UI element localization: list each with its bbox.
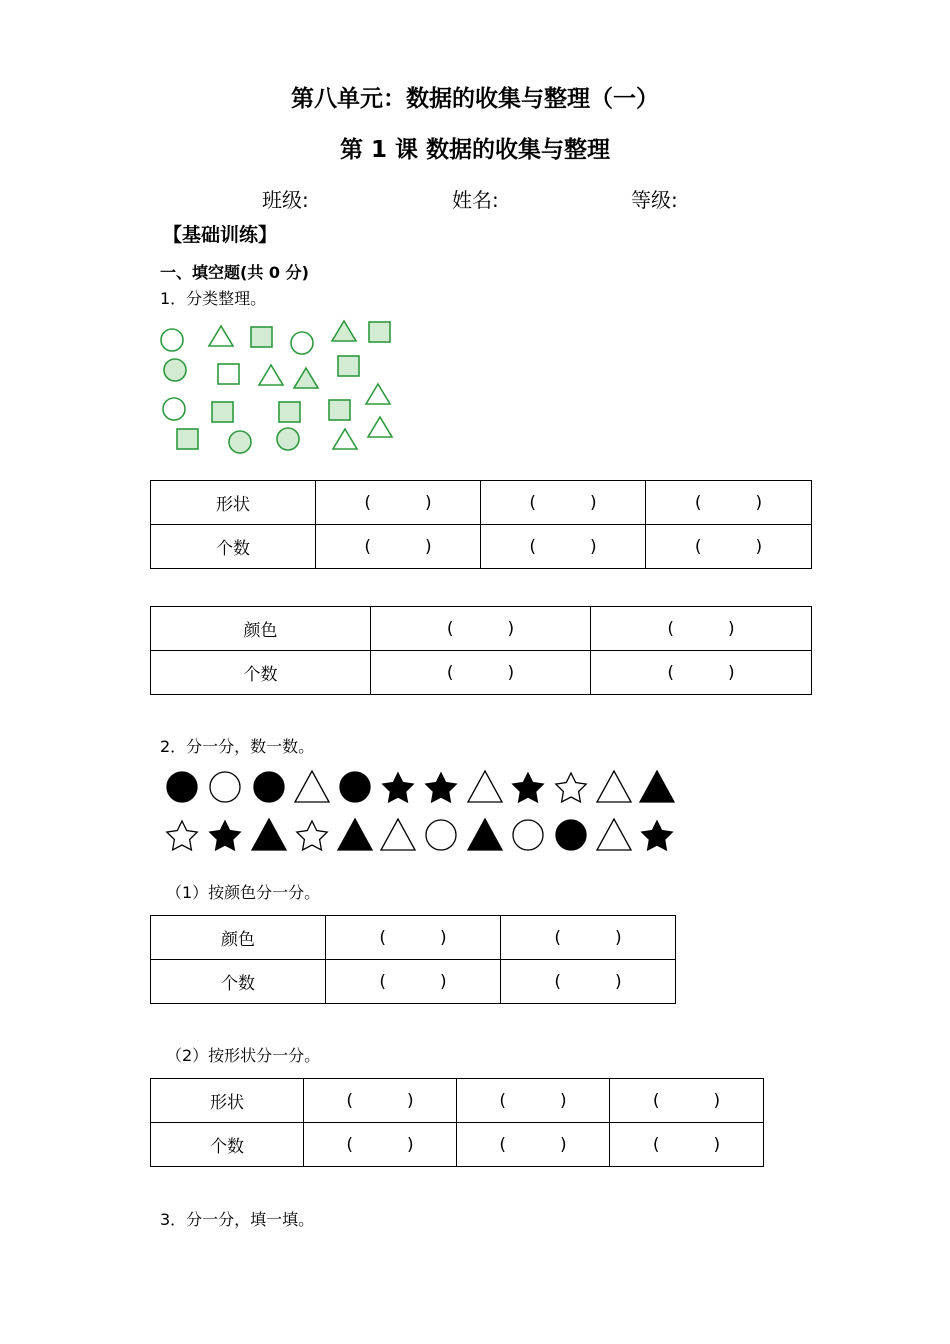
answer-blank[interactable]: ( ) [481, 525, 646, 569]
row-label-cell: 个数 [151, 960, 326, 1004]
black-star-shape [513, 773, 543, 802]
answer-blank[interactable]: ( ) [501, 960, 676, 1004]
black-triangle-shape [252, 819, 286, 850]
answer-blank[interactable]: ( ) [646, 481, 812, 525]
grade-label: 等级: [631, 188, 678, 212]
answer-blank[interactable]: ( ) [591, 651, 812, 695]
circle-shape [164, 359, 186, 381]
black-triangle-shape [338, 819, 372, 850]
white-circle-shape [210, 772, 240, 802]
white-triangle-shape [597, 771, 631, 802]
question-2-label: 2．分一分，数一数。 [160, 737, 315, 756]
triangle-shape [333, 429, 357, 449]
white-circle-shape [426, 820, 456, 850]
green-shapes-figure [155, 315, 405, 455]
question-1-label: 1．分类整理。 [160, 289, 267, 308]
square-shape [212, 402, 233, 422]
answer-blank[interactable]: ( ) [457, 1079, 610, 1123]
answer-blank[interactable]: ( ) [304, 1079, 457, 1123]
answer-blank[interactable]: ( ) [501, 916, 676, 960]
header-cell: 颜色 [151, 607, 371, 651]
row-label-cell: 个数 [151, 525, 316, 569]
answer-blank[interactable]: ( ) [316, 525, 481, 569]
name-label: 姓名: [452, 188, 499, 212]
circle-shape [277, 428, 299, 450]
header-cell: 形状 [151, 1079, 304, 1123]
square-shape [251, 327, 272, 347]
circle-shape [161, 329, 183, 351]
bw-shapes-figure [160, 766, 680, 856]
square-shape [338, 356, 359, 376]
circle-shape [291, 332, 313, 354]
white-star-shape [297, 821, 327, 850]
black-triangle-shape [468, 819, 502, 850]
answer-blank[interactable]: ( ) [591, 607, 812, 651]
circle-shape [163, 398, 185, 420]
answer-blank[interactable]: ( ) [371, 607, 591, 651]
answer-blank[interactable]: ( ) [304, 1123, 457, 1167]
square-shape [369, 322, 390, 342]
white-triangle-shape [597, 819, 631, 850]
black-circle-shape [167, 772, 197, 802]
black-circle-shape [556, 820, 586, 850]
white-triangle-shape [468, 771, 502, 802]
black-star-shape [642, 821, 672, 850]
answer-blank[interactable]: ( ) [610, 1079, 764, 1123]
triangle-shape [209, 326, 233, 346]
answer-blank[interactable]: ( ) [326, 960, 501, 1004]
q2-color-table [150, 915, 676, 1004]
answer-blank[interactable]: ( ) [457, 1123, 610, 1167]
header-cell: 形状 [151, 481, 316, 525]
square-shape [218, 364, 239, 384]
answer-blank[interactable]: ( ) [646, 525, 812, 569]
square-shape [177, 429, 198, 449]
black-star-shape [210, 821, 240, 850]
question-2-sub2: （2）按形状分一分。 [166, 1046, 321, 1065]
row-label-cell: 个数 [151, 651, 371, 695]
white-star-shape [167, 821, 197, 850]
triangle-shape [332, 321, 356, 341]
question-2-sub1: （1）按颜色分一分。 [166, 883, 321, 902]
black-star-shape [383, 773, 413, 802]
triangle-shape [368, 417, 392, 437]
class-label: 班级: [262, 188, 309, 212]
black-circle-shape [254, 772, 284, 802]
white-star-shape [556, 773, 586, 802]
answer-blank[interactable]: ( ) [316, 481, 481, 525]
question-3-label: 3．分一分，填一填。 [160, 1210, 315, 1229]
circle-shape [229, 431, 251, 453]
triangle-shape [366, 384, 390, 404]
q1-color-table [150, 606, 812, 695]
white-circle-shape [513, 820, 543, 850]
page-title: 第八单元：数据的收集与整理（一） [291, 86, 659, 112]
answer-blank[interactable]: ( ) [326, 916, 501, 960]
black-star-shape [426, 773, 456, 802]
square-shape [329, 400, 350, 420]
section-heading: 【基础训练】 [163, 224, 278, 246]
q1-shape-table [150, 480, 812, 569]
row-label-cell: 个数 [151, 1123, 304, 1167]
answer-blank[interactable]: ( ) [481, 481, 646, 525]
answer-blank[interactable]: ( ) [371, 651, 591, 695]
answer-blank[interactable]: ( ) [610, 1123, 764, 1167]
triangle-shape [259, 365, 283, 385]
header-cell: 颜色 [151, 916, 326, 960]
black-circle-shape [340, 772, 370, 802]
part-heading: 一、填空题(共 0 分) [160, 263, 309, 282]
black-triangle-shape [640, 771, 674, 802]
lesson-title: 第 1 课 数据的收集与整理 [339, 137, 611, 163]
white-triangle-shape [381, 819, 415, 850]
triangle-shape [294, 368, 318, 388]
q2-shape-table [150, 1078, 764, 1167]
white-triangle-shape [295, 771, 329, 802]
square-shape [279, 402, 300, 422]
